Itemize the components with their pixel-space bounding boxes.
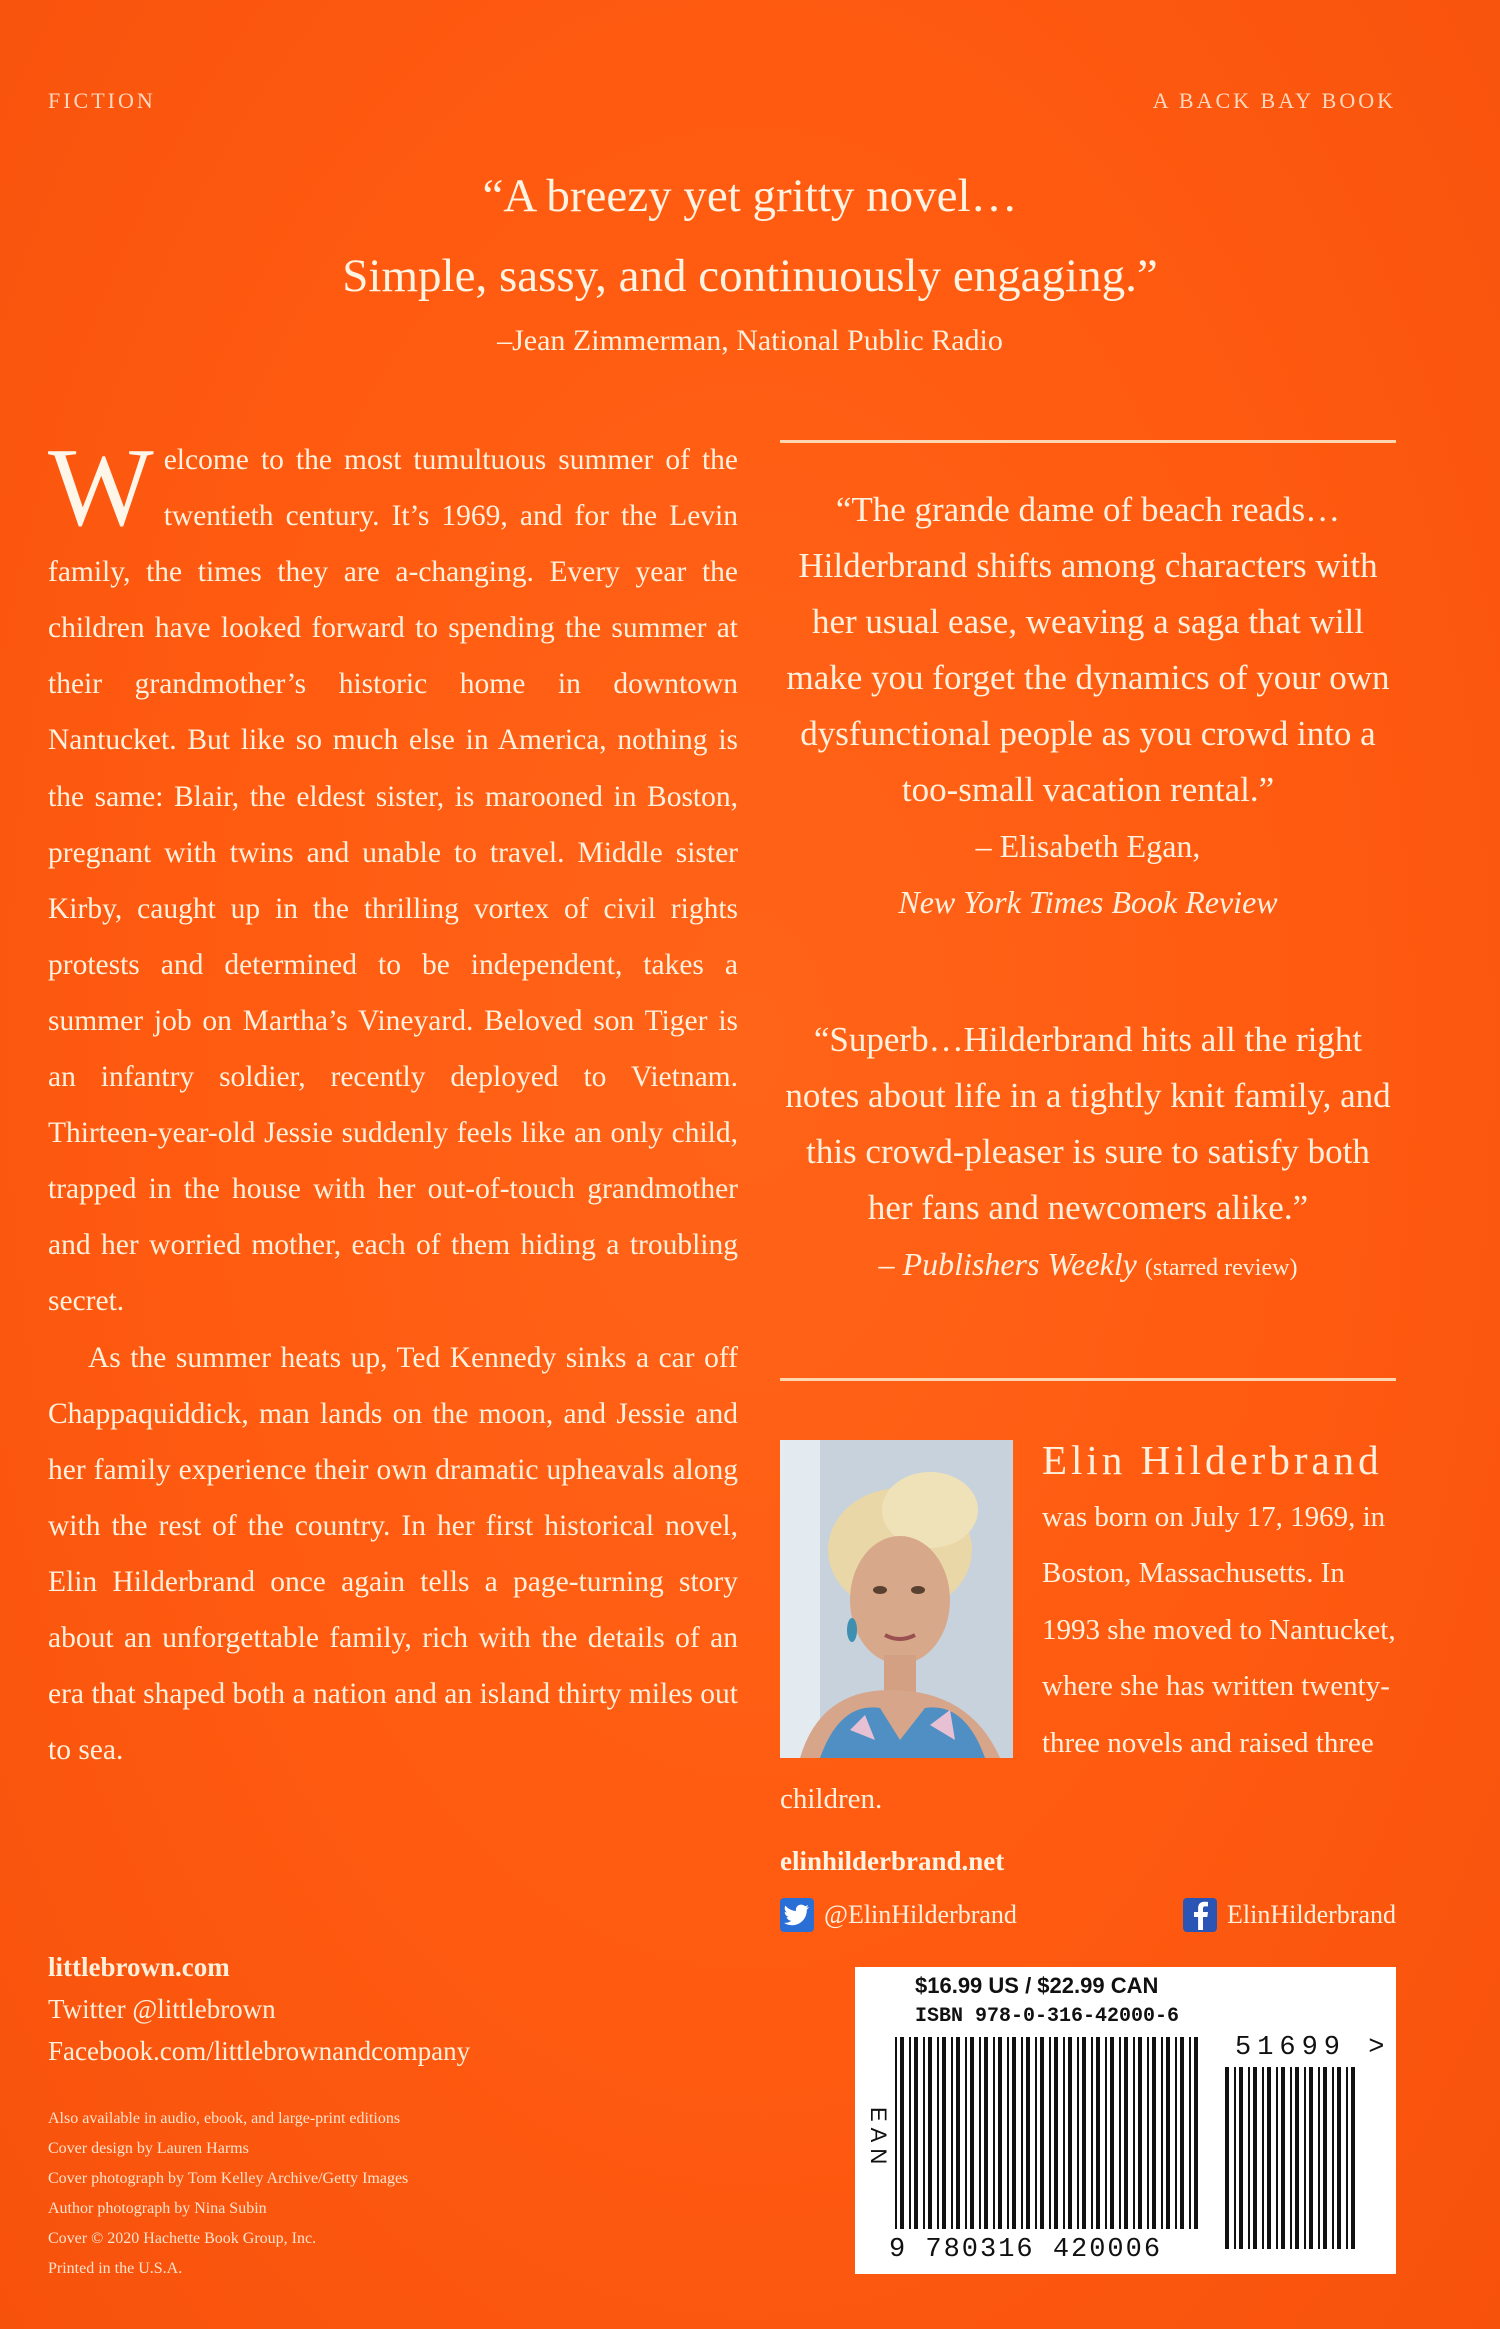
- barcode-bar: [1346, 2067, 1348, 2249]
- book-description: [48, 426, 738, 1778]
- barcode-bar: [909, 2037, 911, 2229]
- ean-number: 9 780316 420006: [889, 2235, 1163, 2265]
- publisher-info: [48, 1946, 470, 2072]
- review-publishers-weekly: [780, 1012, 1396, 1296]
- barcode-bar: [1138, 2037, 1142, 2229]
- twitter-handle: @ElinHilderbrand: [824, 1900, 1017, 1929]
- review-nytbr: [780, 482, 1396, 930]
- genre-label: FICTION: [48, 88, 156, 113]
- barcode-label: [855, 1967, 1396, 2274]
- barcode-bar: [1234, 2067, 1236, 2249]
- barcode-bar: [951, 2037, 953, 2229]
- facebook-handle: ElinHilderbrand: [1227, 1900, 1396, 1929]
- barcode-bar: [1110, 2037, 1114, 2229]
- barcode-bar: [895, 2037, 897, 2229]
- barcode-bar: [984, 2037, 988, 2229]
- barcode-bar: [1068, 2037, 1072, 2229]
- author-website-link[interactable]: elinhilderbrand.net: [780, 1846, 1005, 1876]
- barcode-bar: [1049, 2037, 1051, 2229]
- facebook-icon: [1183, 1898, 1217, 1932]
- barcode-bar: [1189, 2037, 1191, 2229]
- author-twitter[interactable]: [780, 1898, 1017, 1932]
- barcode-bar: [1124, 2037, 1128, 2229]
- barcode-bar: [1091, 2037, 1093, 2229]
- barcode-bar: [1096, 2037, 1100, 2229]
- ean-label: EAN: [866, 2107, 891, 2171]
- barcode-bar: [1295, 2067, 1299, 2249]
- isbn-text: ISBN 978-0-316-42000-6: [915, 2005, 1180, 2028]
- barcode-bar: [1175, 2037, 1177, 2229]
- barcode-bar: [1105, 2037, 1107, 2229]
- review-note: (starred review): [1144, 1255, 1298, 1281]
- credit-line: Cover photograph by Tom Kelley Archive/Getty Images: [48, 2170, 409, 2187]
- credit-line: Also available in audio, ebook, and large-print editions: [48, 2110, 401, 2127]
- barcode-bar: [1309, 2067, 1313, 2249]
- barcode-bar: [1166, 2037, 1170, 2229]
- barcode-bar: [1063, 2037, 1065, 2229]
- barcode-bar: [1119, 2037, 1121, 2229]
- barcode-bar: [1253, 2067, 1257, 2249]
- credit-line: Author photograph by Nina Subin: [48, 2200, 267, 2217]
- barcode-bar: [1281, 2067, 1285, 2249]
- divider: [780, 440, 1396, 443]
- quote-line-2: Simple, sassy, and continuously engaging.”: [342, 250, 1158, 302]
- description-paragraph-2: As the summer heats up, Ted Kennedy sinks a car off Chappaquiddick, man lands on the moon, and Jessie and her family experience their own dramatic upheavals along with the rest of the country. In her first historical novel, Elin Hilderbrand once again tells a page-turning story about an unforgettable family, rich with the details of an era that shaped both a nation and an island thirty miles out to sea.: [48, 1341, 738, 1767]
- barcode-bar: [1012, 2037, 1016, 2229]
- barcode-bar: [1337, 2067, 1341, 2249]
- barcode-bar: [937, 2037, 939, 2229]
- barcode-bar: [928, 2037, 932, 2229]
- barcode-bar: [1332, 2067, 1334, 2249]
- barcode-bar: [1152, 2037, 1156, 2229]
- barcode-bar: [1040, 2037, 1044, 2229]
- barcode-bar: [1194, 2037, 1198, 2229]
- description-paragraph-1: elcome to the most tumultuous summer of the twentieth century. It’s 1969, and for the Levin family, the times they are a-changing. Every year the children have looked forward to spending the summer at their grandmother’s historic home in downtown Nantucket. But like so much else in America, nothing is the same: Blair, the eldest sister, is marooned in Boston, pregnant with twins and unable to travel. Middle sister Kirby, caught up in the thrilling vortex of civil rights protests and determined to be independent, takes a summer job on Martha’s Vineyard. Beloved son Tiger is an infantry soldier, recently deployed to Vietnam. Thirteen-year-old Jessie suddenly feels like an only child, trapped in the house with her out-of-touch grandmother and her worried mother, each of them hiding a troubling secret.: [48, 444, 738, 1318]
- barcode-bar: [1262, 2067, 1264, 2249]
- barcode-bar: [956, 2037, 960, 2229]
- barcode-bar: [1035, 2037, 1037, 2229]
- publisher-twitter: Twitter @littlebrown: [48, 1994, 276, 2024]
- barcode-bar: [998, 2037, 1002, 2229]
- barcode-bar: [965, 2037, 967, 2229]
- featured-review: [0, 156, 1500, 358]
- barcode-bar: [1180, 2037, 1184, 2229]
- barcode-bar: [1007, 2037, 1009, 2229]
- barcode-bar: [1077, 2037, 1079, 2229]
- review-source: Publishers Weekly: [902, 1246, 1137, 1282]
- barcode-bar: [979, 2037, 981, 2229]
- barcode-bar: [1351, 2067, 1355, 2249]
- barcode-bar: [923, 2037, 925, 2229]
- barcode-bar: [1239, 2067, 1243, 2249]
- barcode-bar: [1318, 2067, 1320, 2249]
- divider: [780, 1378, 1396, 1381]
- barcode-bar: [1323, 2067, 1327, 2249]
- book-credits: [48, 2104, 408, 2284]
- barcode-bar: [900, 2037, 904, 2229]
- barcode-bar: [1225, 2067, 1229, 2249]
- barcode-bar: [942, 2037, 946, 2229]
- barcode-bar: [1304, 2067, 1306, 2249]
- barcode-bar: [1290, 2067, 1292, 2249]
- barcode-bar: [1267, 2067, 1271, 2249]
- price-code: 51699 >: [1235, 2033, 1391, 2063]
- barcode-bar: [1248, 2067, 1250, 2249]
- barcode-bar: [1133, 2037, 1135, 2229]
- twitter-icon: [780, 1898, 814, 1932]
- barcode-bar: [1082, 2037, 1086, 2229]
- barcode-bar: [1054, 2037, 1058, 2229]
- review-dash: –: [878, 1246, 895, 1282]
- review-attribution: – Elisabeth Egan,: [975, 828, 1201, 864]
- barcode-bar: [1147, 2037, 1149, 2229]
- publisher-facebook: Facebook.com/littlebrownandcompany: [48, 2036, 471, 2066]
- review-text: “Superb…Hilderbrand hits all the right notes about life in a tightly knit family, and this crowd-pleaser is sure to satisfy both her fans and newcomers alike.”: [785, 1020, 1391, 1227]
- barcode-bar: [1021, 2037, 1023, 2229]
- drop-cap: W: [48, 426, 154, 550]
- author-bio: [780, 1432, 1396, 1828]
- publisher-website-link[interactable]: littlebrown.com: [48, 1952, 230, 1982]
- review-source: New York Times Book Review: [898, 884, 1278, 920]
- author-name: Elin Hilderbrand: [1042, 1437, 1383, 1483]
- credit-line: Cover © 2020 Hachette Book Group, Inc.: [48, 2230, 317, 2247]
- barcode-bar: [914, 2037, 918, 2229]
- credit-line: Cover design by Lauren Harms: [48, 2140, 249, 2157]
- imprint-label: A BACK BAY BOOK: [1152, 88, 1396, 113]
- barcode-bar: [993, 2037, 995, 2229]
- quote-line-1: “A breezy yet gritty novel…: [482, 170, 1018, 222]
- barcode-bar: [1026, 2037, 1030, 2229]
- barcode-bar: [1161, 2037, 1163, 2229]
- review-text: “The grande dame of beach reads… Hilderbrand shifts among characters with her usual ease, weaving a saga that will make you forget the dynamics of your own dysfunctional people as you crowd into a too-small vacation rental.”: [786, 490, 1390, 809]
- price-text: $16.99 US / $22.99 CAN: [915, 1973, 1159, 1998]
- barcode-bar: [970, 2037, 974, 2229]
- barcode-bar: [1276, 2067, 1278, 2249]
- credit-line: Printed in the U.S.A.: [48, 2260, 183, 2277]
- author-bio-text: was born on July 17, 1969, in Boston, Massachusetts. In 1993 she moved to Nantucket, where she has written twenty-three novels and raised three children.: [780, 1500, 1396, 1815]
- author-facebook[interactable]: [1183, 1898, 1396, 1932]
- barcode: [855, 1967, 1396, 2274]
- quote-attribution: –Jean Zimmerman, National Public Radio: [497, 324, 1003, 357]
